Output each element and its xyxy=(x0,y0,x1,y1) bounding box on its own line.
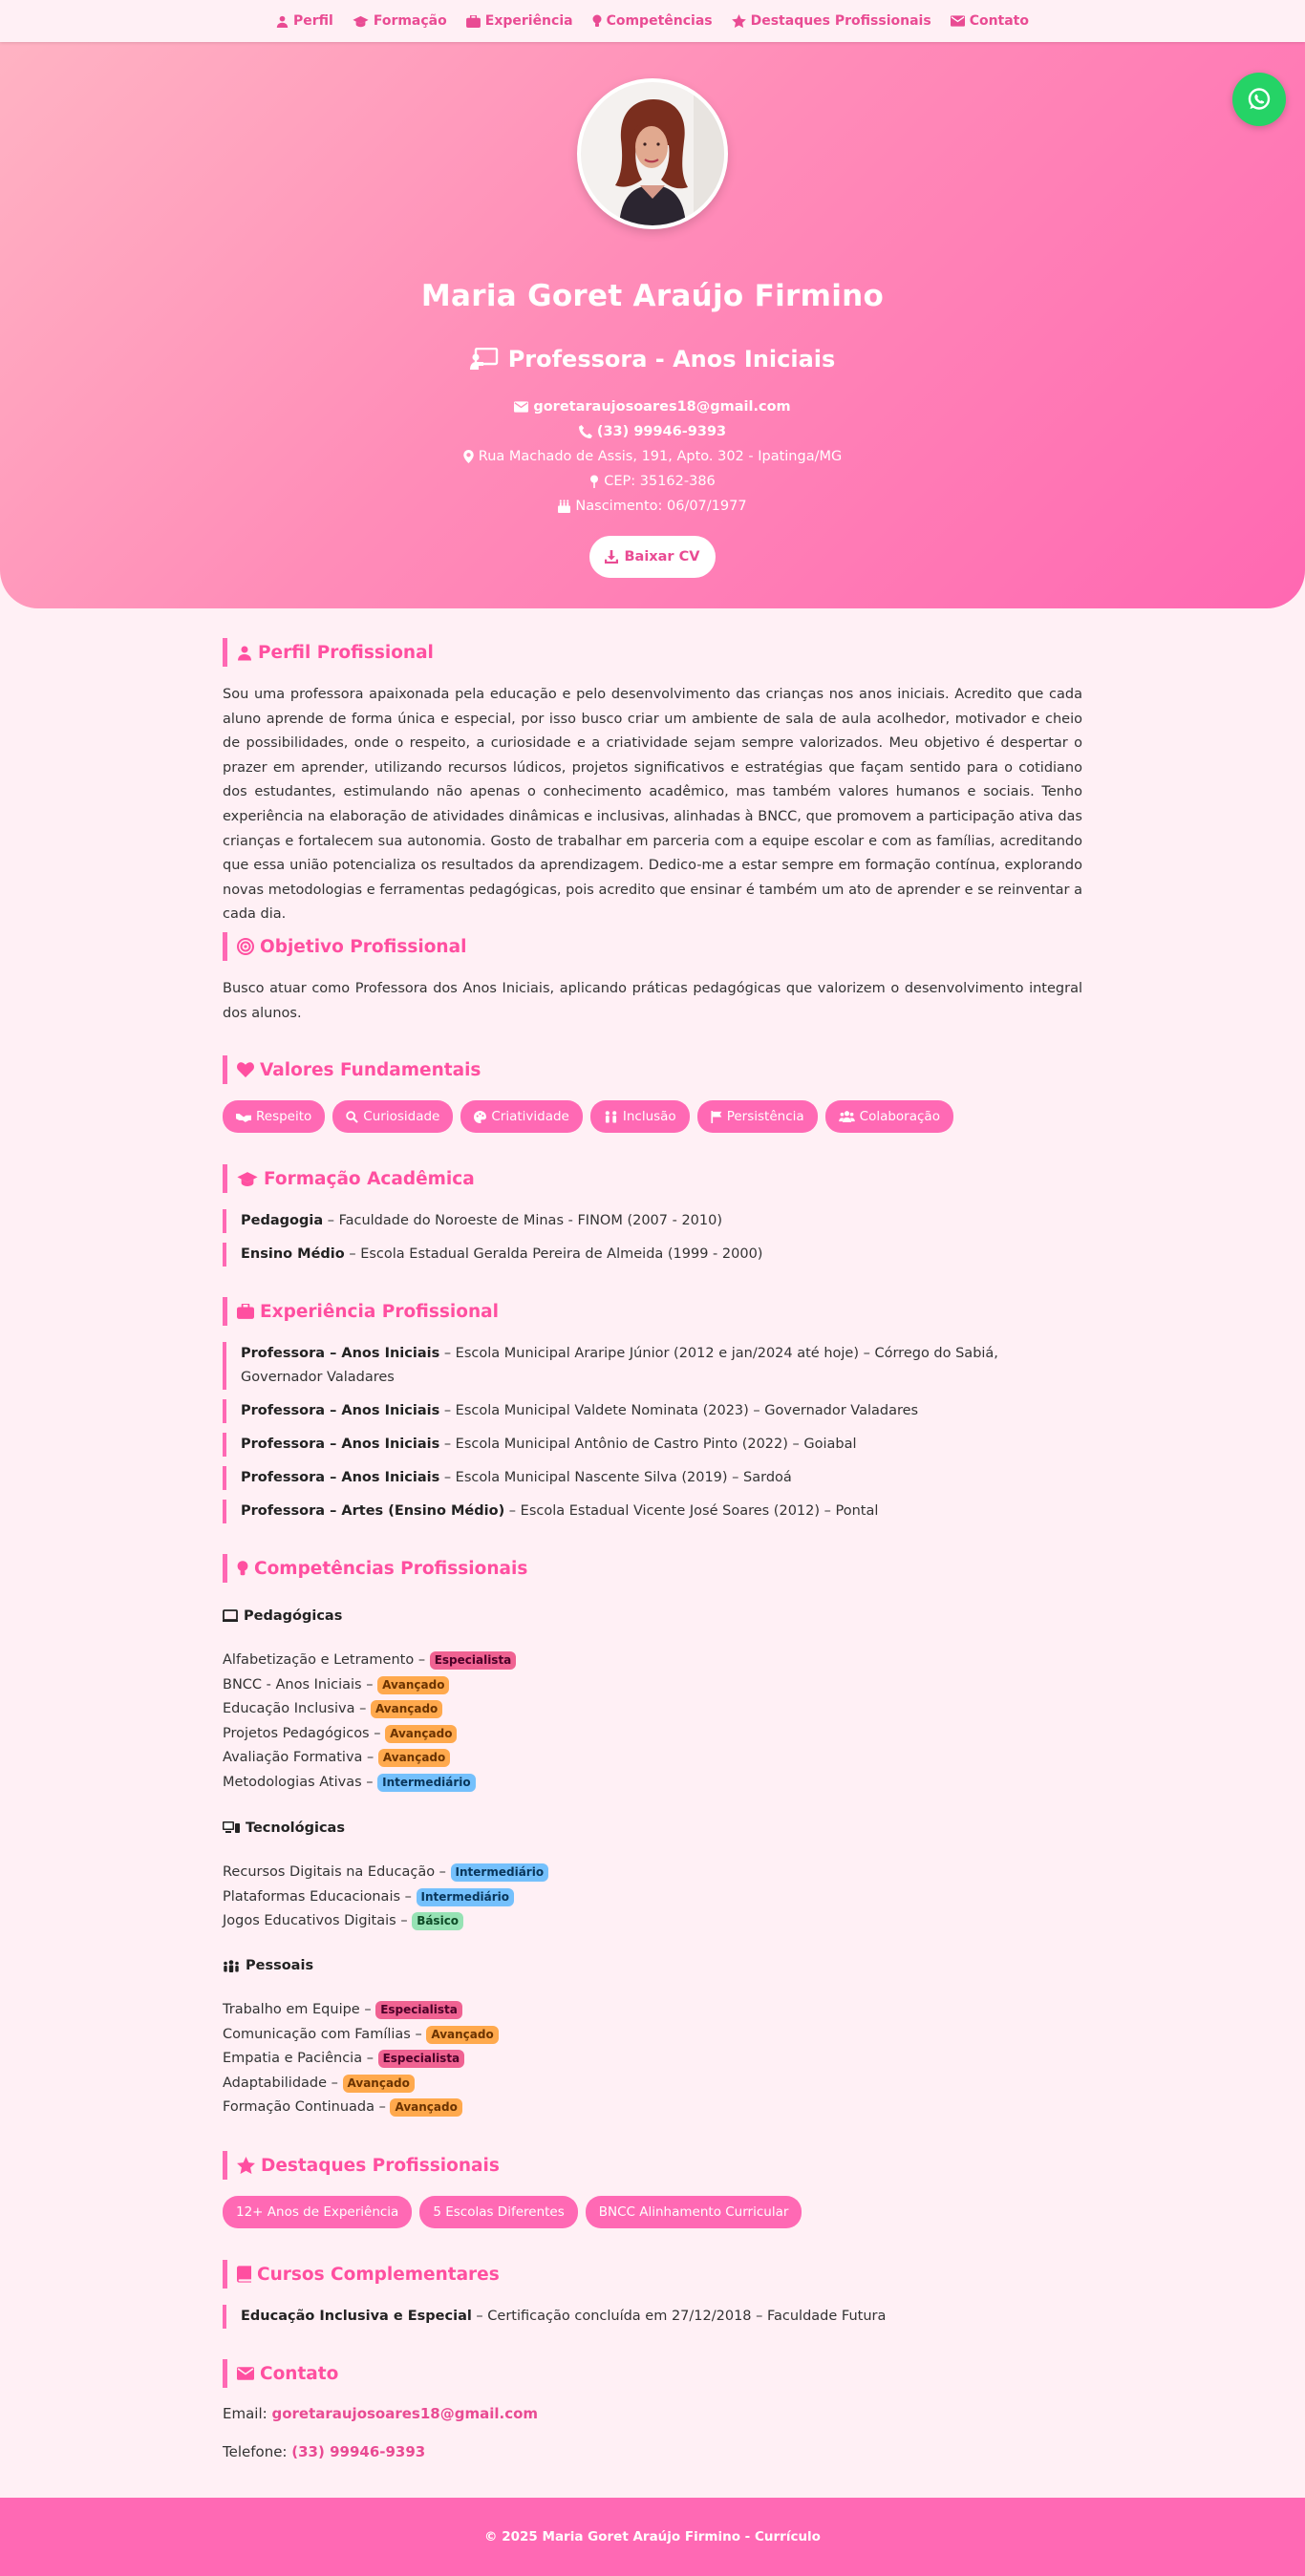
nav-label: Experiência xyxy=(484,13,573,29)
section-title-text: Cursos Complementares xyxy=(257,2264,500,2285)
skill-item xyxy=(223,2047,1082,2072)
section-title-text: Contato xyxy=(260,2363,339,2384)
skill-item xyxy=(223,1649,1082,1673)
skill-group-pessoais xyxy=(223,1958,1082,1973)
experiencia-item xyxy=(223,1399,1082,1423)
contato-email-label: Email: xyxy=(223,2405,272,2422)
skill-group-name: Tecnológicas xyxy=(246,1820,345,1836)
nav-label: Perfil xyxy=(292,13,333,29)
hero-birth xyxy=(0,499,1305,514)
hero-address xyxy=(0,449,1305,464)
formacao-course: Pedagogia xyxy=(241,1213,324,1228)
experiencia-detail: – Escola Estadual Vicente José Soares (2012) – Pontal xyxy=(504,1503,879,1519)
skill-group-tecnologicas xyxy=(223,1820,1082,1836)
skill-label: Metodologias Ativas – xyxy=(223,1774,378,1790)
skill-level-badge: Especialista xyxy=(375,2001,462,2019)
valores-chips xyxy=(223,1100,1082,1133)
skill-label: Avaliação Formativa – xyxy=(223,1750,378,1766)
section-title-cursos xyxy=(223,2260,1082,2289)
nav-label: Destaques Profissionais xyxy=(750,13,931,29)
envelope-icon xyxy=(514,401,528,413)
skill-list-tecnologicas xyxy=(223,1861,1082,1934)
skill-label: Plataformas Educacionais – xyxy=(223,1888,417,1905)
skill-group-pedagogicas xyxy=(223,1608,1082,1624)
skill-label: Projetos Pedagógicos – xyxy=(223,1725,386,1741)
hero-title-text: Professora - Anos Iniciais xyxy=(507,346,836,373)
target-icon xyxy=(237,938,254,955)
skill-item xyxy=(223,1861,1082,1885)
section-title-text: Valores Fundamentais xyxy=(260,1059,481,1080)
whatsapp-icon xyxy=(1246,86,1273,113)
formacao-item xyxy=(223,1209,1082,1233)
nav-contato[interactable] xyxy=(951,13,1029,29)
skill-group-name: Pessoais xyxy=(246,1958,314,1973)
skill-level-badge: Avançado xyxy=(385,1725,457,1743)
search-icon xyxy=(346,1111,358,1123)
user-icon xyxy=(276,15,289,28)
briefcase-icon xyxy=(466,15,481,28)
download-cv-button[interactable] xyxy=(589,536,716,578)
briefcase-icon xyxy=(237,1304,254,1319)
hero-phone[interactable] xyxy=(0,424,1305,439)
skill-level-badge: Avançado xyxy=(343,2075,415,2093)
nav-label: Contato xyxy=(969,13,1029,29)
experiencia-detail: – Escola Municipal Valdete Nominata (2023) – Governador Valadares xyxy=(439,1403,919,1418)
skill-group-name: Pedagógicas xyxy=(244,1608,343,1624)
hero-cep-text: CEP: 35162-386 xyxy=(604,474,716,489)
skill-level-badge: Avançado xyxy=(378,1749,450,1767)
user-icon xyxy=(237,645,252,661)
destaque-chip: 12+ Anos de Experiência xyxy=(223,2196,412,2228)
skill-item xyxy=(223,1673,1082,1698)
section-title-text: Perfil Profissional xyxy=(258,642,434,663)
experiencia-detail: – Escola Municipal Antônio de Castro Pinto (2022) – Goiabal xyxy=(439,1437,857,1452)
section-title-destaques xyxy=(223,2151,1082,2180)
section-title-text: Experiência Profissional xyxy=(260,1301,499,1322)
section-title-formacao xyxy=(223,1164,1082,1193)
heart-icon xyxy=(237,1062,254,1077)
book-icon xyxy=(237,2266,251,2283)
skill-item xyxy=(223,1697,1082,1722)
skill-level-badge: Especialista xyxy=(378,2050,465,2068)
envelope-icon xyxy=(951,15,965,27)
contato-email-link[interactable]: goretaraujosoares18@gmail.com xyxy=(271,2405,539,2422)
valor-chip xyxy=(697,1100,818,1133)
skill-level-badge: Intermediário xyxy=(417,1888,515,1906)
skill-label: Trabalho em Equipe – xyxy=(223,2002,376,2017)
valor-label: Colaboração xyxy=(859,1109,940,1124)
download-cv-label: Baixar CV xyxy=(624,549,700,564)
perfil-text: Sou uma professora apaixonada pela educação e pelo desenvolvimento das crianças nos anos iniciais. Acredito que cada aluno aprende de forma única e especial, por isso busco criar um ambiente de sala de aula acolhedor, motivador e cheio de possibilidades, onde o respeito, a curiosidade e a criatividade sejam sempre valorizados. Meu objetivo é despertar o prazer em aprender, utilizando recursos lúdicos, projetos significativos e estratégias que façam sentido para o cotidiano dos estudantes, estimulando não apenas o conhecimento acadêmico, mas também valores humanos e sociais. Tenho experiência na elaboração de atividades dinâmicas e inclusivas, alinhadas à BNCC, que promovem a participação ativa das crianças e fortalecem sua autonomia. Gosto de trabalhar em parceria com a equipe escolar e com as famílias, acreditando que essa união potencializa os resultados da aprendizagem. Dedico-me a estar sempre em formação contínua, explorando novas metodologias e ferramentas pedagógicas, pois acredito que ensinar é também um ato de aprender e se reinventar a cada dia. xyxy=(223,687,1082,923)
flag-icon xyxy=(711,1111,722,1123)
cake-icon xyxy=(558,500,570,513)
experiencia-role: Professora – Anos Iniciais xyxy=(241,1470,440,1485)
skill-level-badge: Intermediário xyxy=(377,1774,476,1792)
palette-icon xyxy=(474,1111,486,1123)
skill-list-pedagogicas xyxy=(223,1649,1082,1796)
skill-list-pessoais xyxy=(223,1998,1082,2120)
skill-level-badge: Básico xyxy=(412,1912,463,1930)
experiencia-item xyxy=(223,1342,1082,1390)
section-title-contato xyxy=(223,2359,1082,2388)
graduation-cap-icon xyxy=(237,1171,258,1187)
section-title-competencias xyxy=(223,1554,1082,1583)
curso-item xyxy=(223,2305,1082,2329)
valor-label: Criatividade xyxy=(491,1109,569,1124)
skill-level-badge: Avançado xyxy=(377,1676,449,1694)
hero-cep xyxy=(0,474,1305,489)
curso-detail: – Certificação concluída em 27/12/2018 – Faculdade Futura xyxy=(471,2309,887,2324)
skill-label: Empatia e Paciência – xyxy=(223,2051,378,2067)
top-nav xyxy=(0,0,1305,42)
nav-perfil[interactable] xyxy=(276,13,333,29)
skill-label: Alfabetização e Letramento – xyxy=(223,1652,430,1668)
handshake-icon xyxy=(236,1112,251,1122)
hero-birth-text: Nascimento: 06/07/1977 xyxy=(575,499,747,514)
skill-item xyxy=(223,2023,1082,2048)
experiencia-role: Professora – Anos Iniciais xyxy=(241,1346,440,1361)
whatsapp-button[interactable] xyxy=(1232,73,1286,126)
skill-label: BNCC - Anos Iniciais – xyxy=(223,1676,378,1692)
skill-level-badge: Avançado xyxy=(371,1700,442,1718)
hero-title xyxy=(0,346,1305,373)
experiencia-role: Professora – Anos Iniciais xyxy=(241,1403,440,1418)
experiencia-role: Professora – Anos Iniciais xyxy=(241,1437,440,1452)
hero-email[interactable] xyxy=(0,399,1305,415)
lightbulb-icon xyxy=(237,1560,248,1577)
nav-label: Competências xyxy=(606,13,713,29)
chalkboard-teacher-icon xyxy=(470,348,499,371)
star-icon xyxy=(732,14,746,28)
valor-chip xyxy=(825,1100,953,1133)
nav-label: Formação xyxy=(373,13,447,29)
destaque-chip: 5 Escolas Diferentes xyxy=(419,2196,577,2228)
skill-level-badge: Especialista xyxy=(430,1651,517,1670)
envelope-icon xyxy=(237,2367,254,2380)
valor-label: Curiosidade xyxy=(363,1109,440,1124)
valor-label: Persistência xyxy=(726,1109,804,1124)
experiencia-role: Professora – Artes (Ensino Médio) xyxy=(241,1503,505,1519)
skill-item xyxy=(223,1998,1082,2023)
location-pin-icon xyxy=(463,450,474,463)
nav-destaques[interactable] xyxy=(732,13,931,29)
skill-item xyxy=(223,1722,1082,1747)
skill-label: Formação Continuada – xyxy=(223,2099,391,2116)
section-title-text: Destaques Profissionais xyxy=(261,2155,500,2176)
skill-item xyxy=(223,1746,1082,1771)
skill-label: Adaptabilidade – xyxy=(223,2075,343,2091)
experiencia-item xyxy=(223,1433,1082,1457)
skill-item xyxy=(223,1771,1082,1796)
formacao-detail: – Escola Estadual Geralda Pereira de Almeida (1999 - 2000) xyxy=(344,1246,763,1262)
skill-item xyxy=(223,1885,1082,1910)
book-icon xyxy=(223,1609,238,1623)
formacao-course: Ensino Médio xyxy=(241,1246,345,1262)
formacao-item xyxy=(223,1243,1082,1267)
skill-item xyxy=(223,2096,1082,2120)
curso-name: Educação Inclusiva e Especial xyxy=(241,2309,472,2324)
contato-phone-link[interactable]: (33) 99946-9393 xyxy=(291,2443,426,2460)
section-title-experiencia xyxy=(223,1297,1082,1326)
skill-level-badge: Intermediário xyxy=(451,1863,549,1882)
section-title-text: Formação Acadêmica xyxy=(264,1168,475,1189)
section-title-perfil xyxy=(223,638,1082,667)
nav-experiencia[interactable] xyxy=(466,13,573,29)
hero-address-text: Rua Machado de Assis, 191, Apto. 302 - Ipatinga/MG xyxy=(478,449,843,464)
valor-chip xyxy=(332,1100,453,1133)
valor-chip xyxy=(460,1100,583,1133)
download-icon xyxy=(605,550,618,564)
experiencia-detail: – Escola Municipal Nascente Silva (2019) – Sardoá xyxy=(439,1470,792,1485)
skill-label: Jogos Educativos Digitais – xyxy=(223,1913,413,1929)
skill-level-badge: Avançado xyxy=(390,2098,461,2117)
skill-item xyxy=(223,2072,1082,2097)
skill-label: Comunicação com Famílias – xyxy=(223,2026,427,2042)
footer xyxy=(0,2498,1305,2576)
map-pin-icon xyxy=(589,475,599,488)
section-title-text: Objetivo Profissional xyxy=(260,936,467,957)
star-icon xyxy=(237,2157,255,2174)
contato-phone-label: Telefone: xyxy=(223,2443,292,2460)
valor-label: Respeito xyxy=(256,1109,312,1124)
hero-name: Maria Goret Araújo Firmino xyxy=(420,279,885,313)
section-title-objetivo xyxy=(223,932,1082,961)
experiencia-item xyxy=(223,1500,1082,1523)
profile-photo xyxy=(577,78,728,229)
hero-email-text: goretaraujosoares18@gmail.com xyxy=(533,399,791,415)
contato-phone xyxy=(223,2443,1082,2460)
valor-chip xyxy=(590,1100,690,1133)
phone-icon xyxy=(579,425,592,438)
skill-label: Educação Inclusiva – xyxy=(223,1701,371,1717)
footer-text: © 2025 Maria Goret Araújo Firmino - Currículo xyxy=(484,2529,821,2544)
valor-label: Inclusão xyxy=(622,1109,676,1124)
destaques-chips xyxy=(223,2196,1082,2228)
skill-label: Recursos Digitais na Educação – xyxy=(223,1864,451,1880)
experiencia-item xyxy=(223,1466,1082,1490)
graduation-cap-icon xyxy=(353,15,369,28)
objetivo-text: Busco atuar como Professora dos Anos Iniciais, aplicando práticas pedagógicas que valorizem o desenvolvimento integral dos alunos. xyxy=(223,981,1082,1021)
hero-phone-text: (33) 99946-9393 xyxy=(596,424,727,439)
formacao-detail: – Faculdade do Noroeste de Minas - FINOM (2007 - 2010) xyxy=(323,1213,723,1228)
hero-header xyxy=(0,42,1305,608)
nav-formacao[interactable] xyxy=(353,13,447,29)
users-icon xyxy=(839,1111,855,1122)
valor-chip xyxy=(223,1100,325,1133)
section-title-text: Competências Profissionais xyxy=(254,1558,528,1579)
nav-competencias[interactable] xyxy=(592,13,713,29)
lightbulb-icon xyxy=(592,14,602,28)
people-group-icon xyxy=(223,1960,240,1972)
section-title-valores xyxy=(223,1055,1082,1084)
experiencia-detail: – Escola Municipal Araripe Júnior (2012 e jan/2024 até hoje) – Córrego do Sabiá, Governador Valadares xyxy=(241,1346,998,1385)
people-icon xyxy=(604,1111,618,1123)
destaque-chip: BNCC Alinhamento Curricular xyxy=(586,2196,802,2228)
contato-email xyxy=(223,2405,1082,2422)
skill-level-badge: Avançado xyxy=(426,2026,498,2044)
laptop-icon xyxy=(223,1821,240,1835)
skill-item xyxy=(223,1909,1082,1934)
